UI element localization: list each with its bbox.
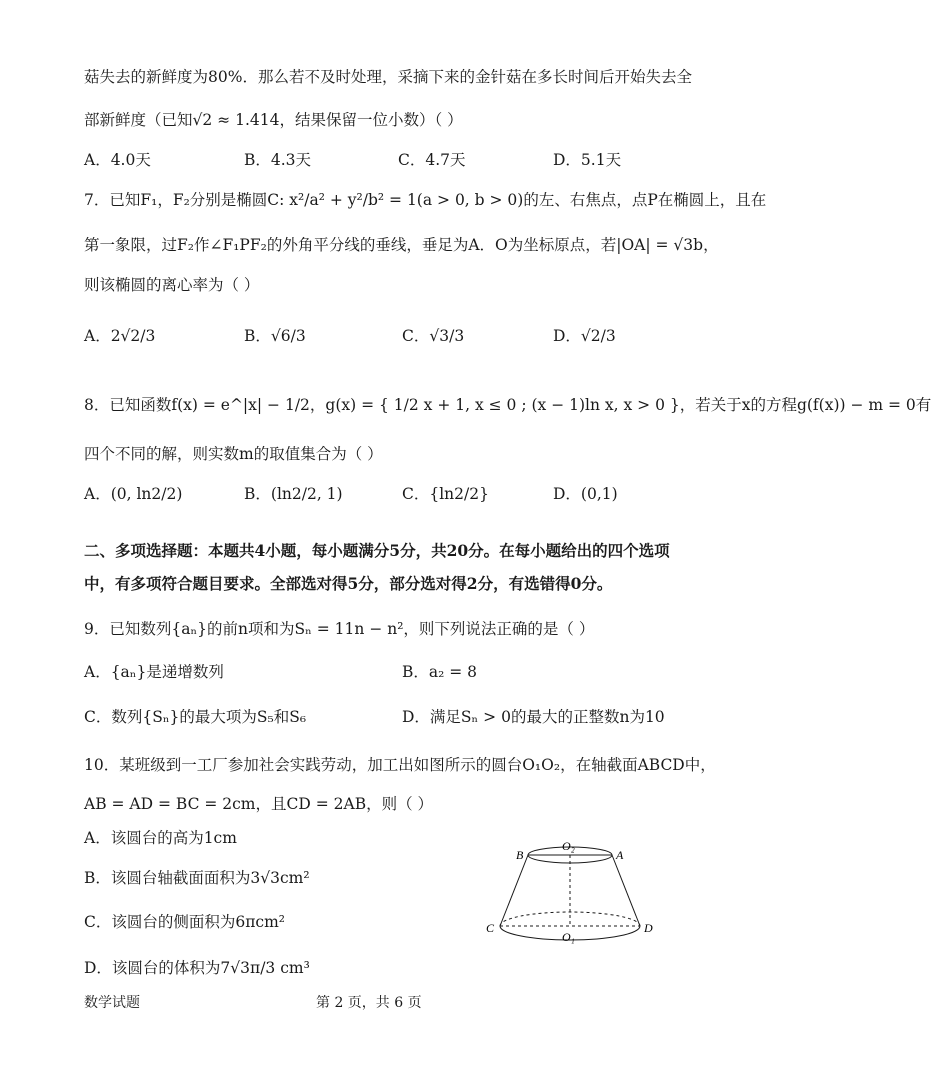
line-1-text: 菇失去的新鲜度为80%．那么若不及时处理，采摘下来的金针菇在多长时间后开始失去全 [84,68,692,86]
q8-option-d[interactable]: D．(0,1) [553,485,618,503]
q9-option-c[interactable]: C．数列{Sₙ}的最大项为S₅和S₆ [84,708,307,726]
frustum-figure [480,838,660,958]
q9-option-b[interactable]: B．a₂ = 8 [402,663,478,681]
q6-option-a[interactable]: A．4.0天 [84,151,151,169]
q7-line-1-text: 7．已知F₁，F₂分别是椭圆C: x²/a² + y²/b² = 1(a > 0, b > 0)的左、右焦点，点P在椭圆上，且在 [84,191,767,209]
q6-option-b[interactable]: B．4.3天 [244,151,312,169]
q7-line-3 [84,275,259,295]
q7-line-1 [84,190,766,210]
q7-option-d[interactable]: D．√2/3 [553,327,616,345]
q10-line-1 [84,755,716,775]
label-o2: O₂ [562,839,575,853]
label-c: C [486,921,495,935]
q6-option-c[interactable]: C．4.7天 [398,151,466,169]
q7-option-b[interactable]: B．√6/3 [244,327,306,345]
q8-option-a[interactable]: A．(0, ln2/2) [84,485,183,503]
q10-line-1-text: 10．某班级到一工厂参加社会实践劳动，加工出如图所示的圆台O₁O₂，在轴截面ABCD中， [84,756,716,774]
text-line-1 [84,67,692,87]
label-a: A [616,848,624,862]
section-2-text-2: 中，有多项符合题目要求。全部选对得5分，部分选对得2分，有选错得0分。 [84,574,613,593]
q8-option-c[interactable]: C．{ln2/2} [402,485,489,503]
q8-line-1 [84,395,931,415]
q6-option-d[interactable]: D．5.1天 [553,151,622,169]
text-line-2 [84,110,463,130]
label-b: B [516,848,524,862]
q7-line-2-text: 第一象限，过F₂作∠F₁PF₂的外角平分线的垂线，垂足为A．O为坐标原点，若|OA| = √3b， [84,236,719,254]
q7-option-a[interactable]: A．2√2/3 [84,327,156,345]
footer-page-number: 第 2 页，共 6 页 [316,995,422,1011]
edge-bc [500,855,528,926]
q9-stem-text: 9．已知数列{aₙ}的前n项和为Sₙ = 11n − n²，则下列说法正确的是（ ） [84,620,595,638]
q7-line-2 [84,235,719,255]
q10-option-c[interactable]: C．该圆台的侧面积为6πcm² [84,913,286,931]
q8-line-2 [84,444,383,464]
q7-option-c[interactable]: C．√3/3 [402,327,465,345]
section-2-heading-line-2 [84,574,612,594]
q8-line-2-text: 四个不同的解，则实数m的取值集合为（ ） [84,445,383,463]
q8-option-b[interactable]: B．(ln2/2, 1) [244,485,343,503]
section-2-heading-line-1 [84,541,670,561]
label-d: D [644,921,653,935]
q9-stem [84,619,594,639]
footer-subject: 数学试题 [84,995,140,1011]
label-o1: O₁ [562,930,575,944]
q9-option-a[interactable]: A．{aₙ}是递增数列 [84,663,224,681]
line-2-text: 部新鲜度（已知√2 ≈ 1.414，结果保留一位小数）（ ） [84,111,463,129]
q9-option-d[interactable]: D．满足Sₙ > 0的最大的正整数n为10 [402,708,665,726]
q10-option-a[interactable]: A．该圆台的高为1cm [84,829,237,847]
q10-line-2-text: AB = AD = BC = 2cm，且CD = 2AB，则（ ） [84,795,434,813]
q10-option-d[interactable]: D．该圆台的体积为7√3π/3 cm³ [84,959,310,977]
section-2-text-1: 二、多项选择题：本题共4小题，每小题满分5分，共20分。在每小题给出的四个选项 [84,541,670,560]
q10-option-b[interactable]: B．该圆台轴截面面积为3√3cm² [84,869,310,887]
q10-line-2 [84,794,433,814]
q8-line-1-text: 8．已知函数f(x) = e^|x| − 1/2，g(x) = { 1/2 x + 1, x ≤ 0 ; (x − 1)ln x, x > 0 }，若关于x的方程g(f(x)) − m = 0有 [84,396,931,414]
q7-line-3-text: 则该椭圆的离心率为（ ） [84,276,260,294]
edge-ad [612,855,640,926]
